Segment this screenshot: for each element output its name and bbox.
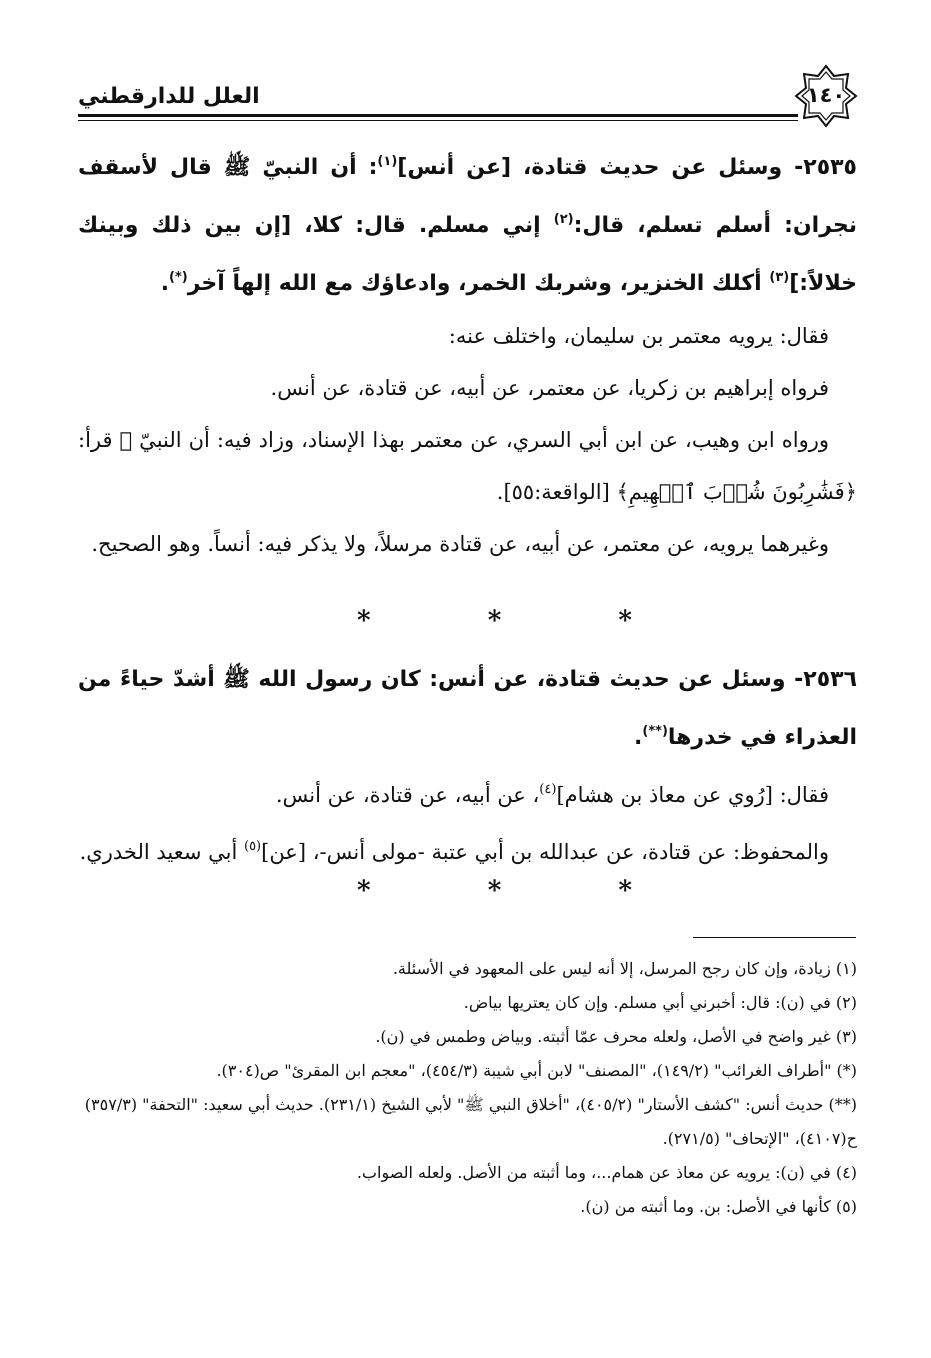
body-text: ، عن أبيه، عن قتادة، عن أنس.	[275, 783, 540, 807]
footnote-ref: (٥)	[243, 839, 262, 854]
entry-2536	[78, 654, 857, 878]
entry-number: ٢٥٣٥	[803, 155, 857, 180]
section-separator: * * *	[357, 876, 686, 906]
heading-text: - وسئل عن حديث قتادة، عن أنس: كان رسول الله ﷺ أشدّ حياءً من العذراء في خدرها	[78, 667, 857, 750]
footnote: (*) "أطراف الغرائب" (١٤٩/٢)، "المصنف" لابن أبي شيبة (٤٥٤/٣)، "معجم ابن المقرئ" ص(٣٠٤).	[216, 1061, 857, 1080]
footnote-rule	[693, 937, 856, 938]
footnote-ref: (*)	[169, 270, 188, 285]
section-separator: * * *	[357, 606, 686, 636]
header-rule-thin	[78, 120, 798, 121]
body-text: والمحفوظ: عن قتادة، عن عبدالله بن أبي عتبة -مولى أنس-، [عن]	[261, 840, 829, 864]
page-number: ١٤٠	[806, 83, 846, 107]
heading-text: أكلك الخنزير، وشربك الخمر، وادعاؤك مع الله إلهاً آخر	[187, 271, 770, 296]
body-line	[78, 821, 857, 878]
footnote: (٥) كأنها في الأصل: بن. وما أثبته من (ن).	[580, 1197, 857, 1216]
entry-heading	[78, 654, 857, 764]
header-rule	[78, 114, 798, 117]
body-line	[78, 764, 857, 821]
page-header	[78, 64, 858, 124]
heading-text: إني مسلم. قال: كلا، [إن بين ذلك وبينك خلالاً:]	[78, 213, 857, 296]
body-line: ورواه ابن وهيب، عن ابن أبي السري، عن معتمر بهذا الإسناد، وزاد فيه: أن النبيّ ﷺ قرأ: ﴿فَشَٰرِبُونَ شُرۡبَ ٱلۡهِيمِ﴾ [الواقعة:٥٥].	[78, 428, 857, 504]
heading-text: : أن النبيّ ﷺ قال لأسقف نجران: أسلم تسلم، قال:	[78, 155, 858, 238]
footnote: (٤) في (ن): يرويه عن معاذ عن همام...، وما أثبته من الأصل. ولعله الصواب.	[356, 1163, 857, 1182]
body-line: وغيرهما يرويه، عن معتمر، عن أبيه، عن قتادة مرسلاً، ولا يذكر فيه: أنساً. وهو الصحيح.	[91, 532, 829, 556]
body-text: أبي سعيد الخدري.	[79, 840, 244, 864]
running-title: العلل للدارقطني	[78, 84, 260, 109]
body-text: فقال: [رُوي عن معاذ بن هشام]	[556, 783, 829, 807]
heading-text: .	[160, 271, 170, 296]
body-line: فرواه إبراهيم بن زكريا، عن معتمر، عن أبيه، عن قتادة، عن أنس.	[270, 376, 829, 400]
heading-text: .	[634, 725, 643, 750]
footnote: (٣) غير واضح في الأصل، ولعله محرف عمّا أثبته. وبياض وطمس في (ن).	[375, 1027, 857, 1046]
footnote: (**) حديث أنس: "كشف الأستار" (٤٠٥/٢)، "أخلاق النبي ﷺ" لأبي الشيخ (٢٣١/١). حديث أبي سعيد: "التحفة" (٣٥٧/٣) ح(٤١٠٧)، "الإتحاف" (٢٧١/٥).	[84, 1095, 857, 1148]
footnote-ref: (٣)	[769, 270, 790, 285]
body-line: فقال: يرويه معتمر بن سليمان، واختلف عنه:	[448, 324, 829, 348]
footnote-ref: (١)	[377, 154, 398, 169]
heading-text: - وسئل عن حديث قتادة، [عن أنس]	[397, 155, 804, 180]
footnotes	[78, 952, 857, 1224]
footnote-ref: (**)	[642, 724, 668, 739]
entry-heading	[78, 136, 857, 310]
footnote-ref: (٤)	[539, 782, 557, 797]
footnote: (١) زيادة، وإن كان رجح المرسل، إلا أنه ليس على المعهود في الأسئلة.	[392, 959, 857, 978]
page-number-badge	[794, 64, 858, 128]
footnote: (٢) في (ن): قال: أخبرني أبي مسلم. وإن كان يعتريها بياض.	[463, 993, 857, 1012]
footnote-ref: (٢)	[553, 212, 574, 227]
entry-number: ٢٥٣٦	[803, 667, 857, 692]
entry-2535	[78, 136, 857, 570]
